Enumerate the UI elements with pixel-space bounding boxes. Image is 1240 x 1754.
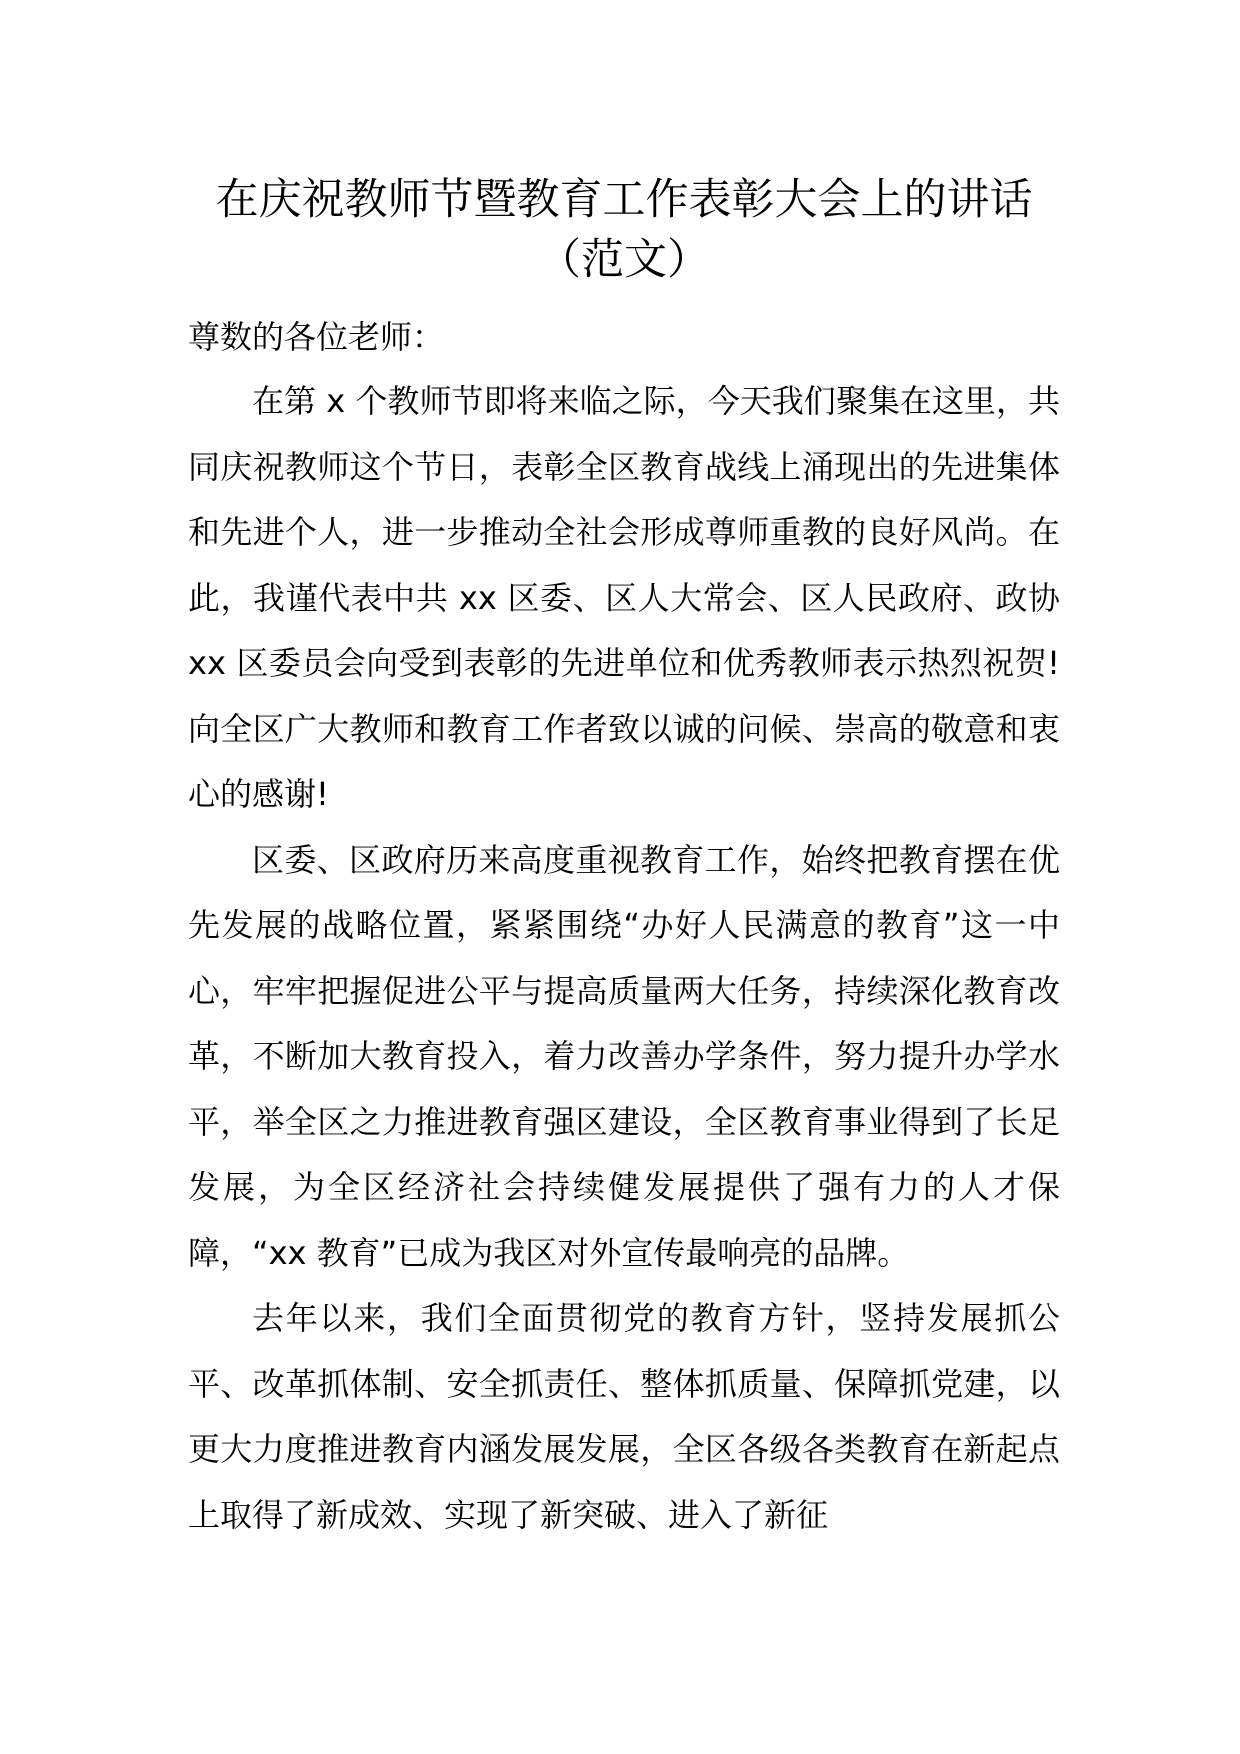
document-page (188, 170, 1060, 1548)
document-title: 在庆祝教师节暨教育工作表彰大会上的讲话（范文） (215, 175, 1033, 285)
salutation: 尊数的各位老师： (188, 318, 445, 356)
paragraph-1: 在第 x 个教师节即将来临之际，今天我们聚集在这里，共同庆祝教师这个节日，表彰全区教育战线上涌现出的先进集体和先进个人，进一步推动全社会形成尊师重教的良好风尚。在此，我谨代表中共 xx 区委、区人大常会、区人民政府、政协 xx 区委员会向受到表彰的先进单位和优秀教师表示热烈祝贺!向全区广大教师和教育工作者致以诚的问候、崇高的敬意和衷心的感谢! (188, 382, 1060, 813)
paragraph-3: 去年以来，我们全面贯彻党的教育方针，竖持发展抓公平、改革抓体制、安全抓责任、整体抓质量、保障抓党建，以更大力度推进教育内涵发展发展，全区各级各类教育在新起点上取得了新成效、实现了新突破、进入了新征 (188, 1299, 1060, 1534)
paragraph-2: 区委、区政府历来高度重视教育工作，始终把教育摆在优先发展的战略位置，紧紧围绕“办好人民满意的教育”这一中心，牢牢把握促进公平与提高质量两大任务，持续深化教育改革，不断加大教育投入，着力改善办学条件，努力提升办学水平，举全区之力推进教育强区建设，全区教育事业得到了长足发展，为全区经济社会持续健发展提供了强有力的人才保障，“xx 教育”已成为我区对外宣传最响亮的品牌。 (188, 840, 1060, 1272)
